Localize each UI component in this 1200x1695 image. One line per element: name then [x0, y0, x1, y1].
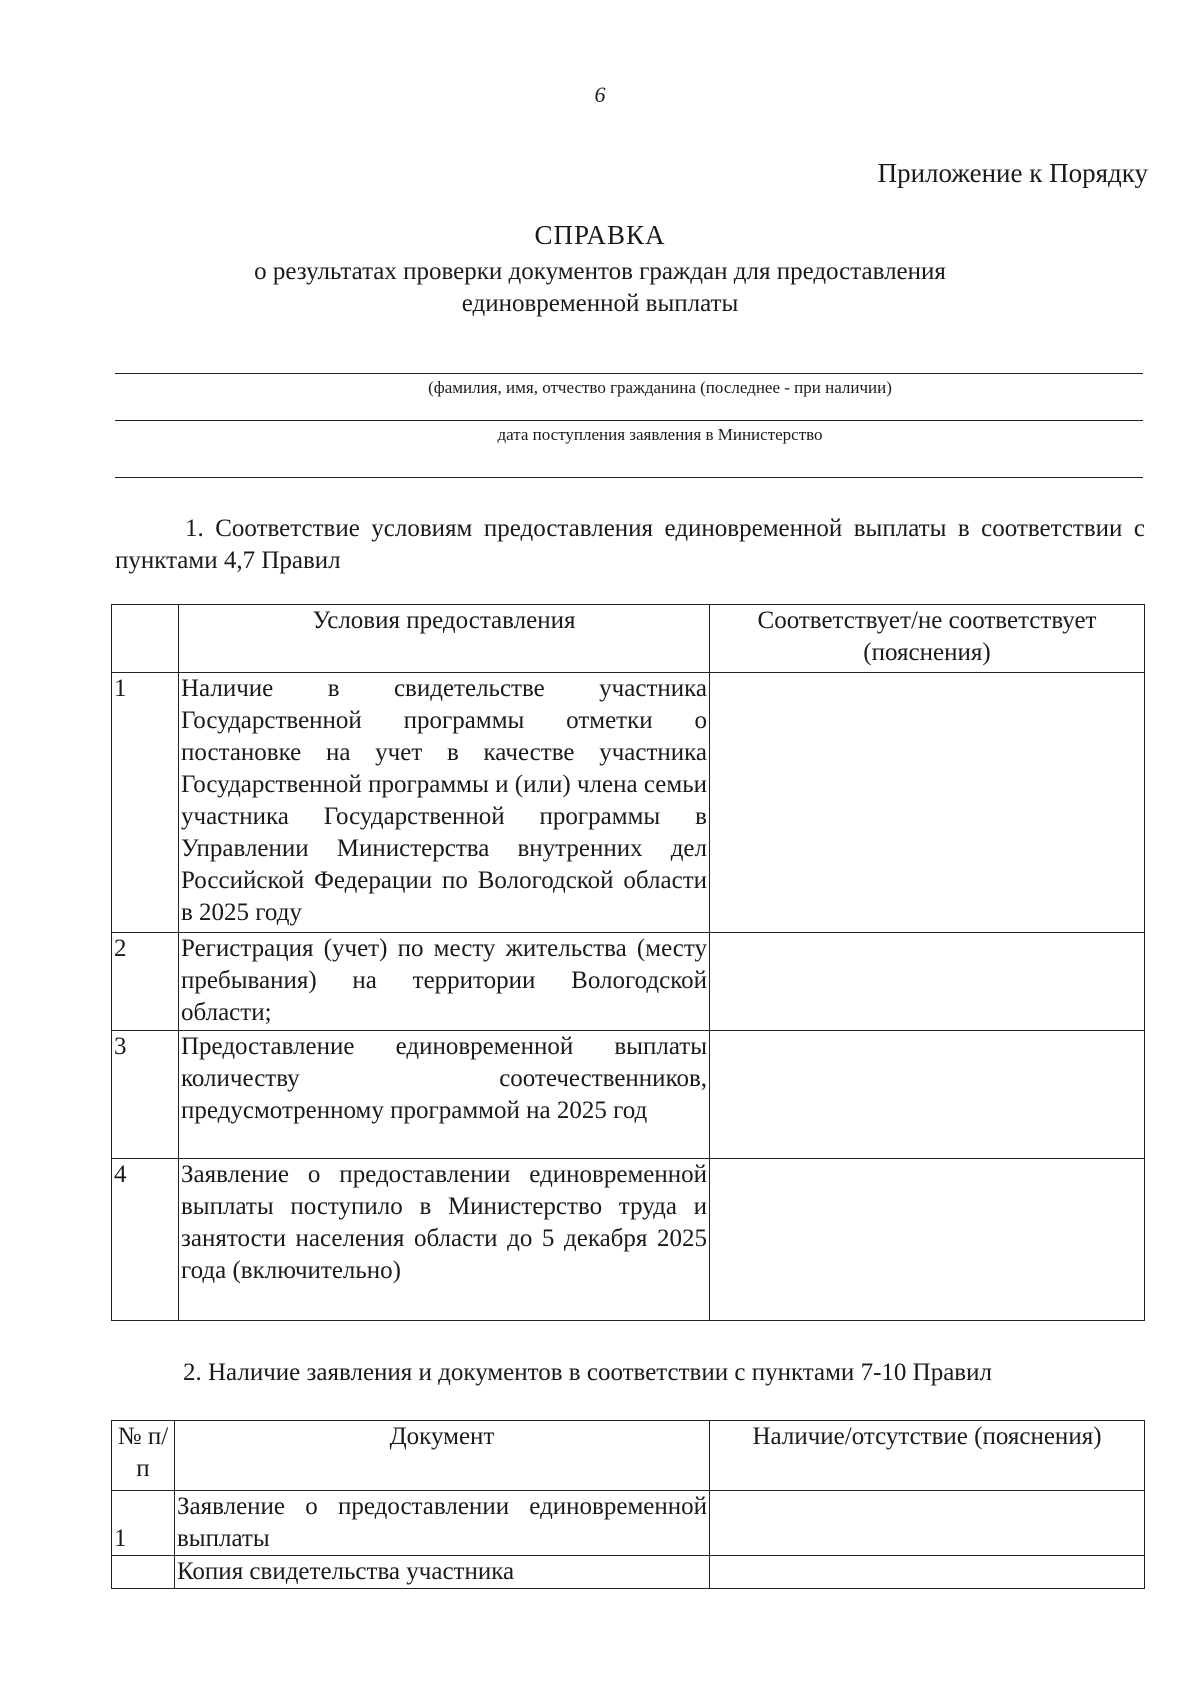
section2-heading: 2. Наличие заявления и документов в соответствии с пунктами 7-10 Правил	[183, 1359, 992, 1386]
document-title: СПРАВКА	[534, 220, 666, 250]
row-number: 1	[112, 673, 179, 933]
table-row	[112, 1159, 1145, 1321]
table-row	[112, 1491, 1145, 1556]
header-status: Соответствует/не соответствует (пояснения)	[710, 605, 1145, 673]
row-status-cell	[710, 1159, 1145, 1321]
row-number	[112, 1556, 175, 1589]
appendix-label: Приложение к Порядку	[877, 158, 1148, 188]
header-num-cell	[112, 605, 179, 673]
row-number: 1	[112, 1491, 175, 1556]
table-row	[112, 933, 1145, 1031]
page-number: 6	[594, 82, 606, 107]
header-condition: Условия предоставления	[179, 605, 710, 673]
row-number: 2	[112, 933, 179, 1031]
header-document: Документ	[175, 1421, 710, 1491]
document-subtitle-line2: единовременной выплаты	[461, 290, 739, 317]
row-status-cell	[710, 933, 1145, 1031]
documents-table	[111, 1420, 1145, 1589]
row-number: 4	[112, 1159, 179, 1321]
row-condition: Наличие в свидетельстве участника Государственной программы отметки о постановке на учет в качестве участника Государственной программы и (или) члена семьи участника Государственной программы в Управлении Министерства внутренних дел Российской Федерации по Вологодской области в 2025 году	[179, 673, 710, 933]
name-field-line	[115, 373, 1143, 374]
header-status: Наличие/отсутствие (пояснения)	[710, 1421, 1145, 1491]
row-condition: Регистрация (учет) по месту жительства (месту пребывания) на территории Вологодской области;	[179, 933, 710, 1031]
row-number: 3	[112, 1031, 179, 1159]
row-status-cell	[710, 673, 1145, 933]
table-row	[112, 673, 1145, 933]
extra-field-line	[115, 477, 1143, 478]
row-condition: Заявление о предоставлении единовременной выплаты поступило в Министерство труда и занятости населения области до 5 декабря 2025 года (включительно)	[179, 1159, 710, 1321]
row-document: Копия свидетельства участника	[175, 1556, 710, 1589]
row-status-cell	[710, 1031, 1145, 1159]
date-field-caption: дата поступления заявления в Министерство	[497, 425, 823, 444]
date-field-line	[115, 420, 1143, 421]
row-status-cell	[710, 1491, 1145, 1556]
table-row	[112, 1556, 1145, 1589]
row-document: Заявление о предоставлении единовременной выплаты	[175, 1491, 710, 1556]
table-row	[112, 1031, 1145, 1159]
section1-heading: 1. Соответствие условиям предоставления единовременной выплаты в соответствии с пунктами 4,7 Правил	[115, 515, 1145, 574]
row-condition: Предоставление единовременной выплаты количеству соотечественников, предусмотренному программой на 2025 год	[179, 1031, 710, 1159]
table-header-row	[112, 605, 1145, 673]
document-subtitle-line1: о результатах проверки документов граждан для предоставления	[254, 258, 946, 285]
header-num: № п/п	[112, 1421, 175, 1491]
row-status-cell	[710, 1556, 1145, 1589]
conditions-table	[111, 604, 1145, 1321]
name-field-caption: (фамилия, имя, отчество гражданина (последнее - при наличии)	[428, 378, 892, 397]
table-header-row	[112, 1421, 1145, 1491]
